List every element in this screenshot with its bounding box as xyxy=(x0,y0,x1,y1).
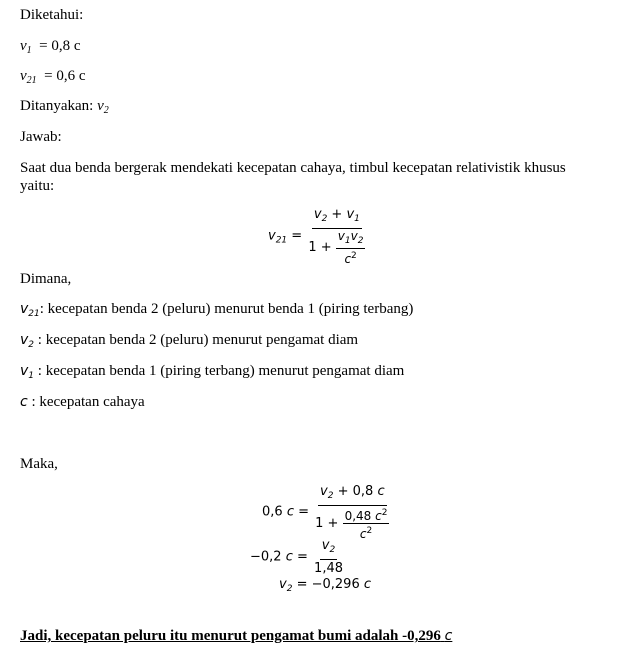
calc-lhs: 0,6 xyxy=(262,504,283,520)
v1-value: = 0,8 c xyxy=(39,38,81,54)
calc-den-val: 0,48 xyxy=(344,509,372,523)
formula-velocity-addition: $v_{21}$ = $v_2 + v_1$ 1 + $\frac{v_1v_2}{c^2}$ xyxy=(268,207,364,266)
calculation-step-1: 0,6 c = $v_2 + 0,8$ c 1 + $\frac{0,48 c^2}{c^2}$ xyxy=(262,484,388,541)
definition-v21: $v_{21}$: kecepatan benda 2 (peluru) menurut benda 1 (piring terbang) xyxy=(20,301,414,319)
calculation-result: $v_2 = -0,296$ c xyxy=(279,577,372,594)
definition-c-text: : kecepatan cahaya xyxy=(31,394,145,410)
definition-v2-text: : kecepatan benda 2 (peluru) menurut pengamat diam xyxy=(37,332,359,348)
definition-c: c : kecepatan cahaya xyxy=(20,394,145,410)
then-label: Maka, xyxy=(20,456,58,472)
definition-v1-text: : kecepatan benda 1 (piring terbang) menurut pengamat diam xyxy=(37,363,405,379)
answer-label: Jawab: xyxy=(20,129,62,145)
conclusion-text: Jadi, kecepatan peluru itu menurut pengamat bumi adalah -0,296 xyxy=(20,628,441,644)
calc-step2-den: 1,48 xyxy=(314,561,343,576)
given-v21: $v_{21} = 0,6$ c xyxy=(20,68,86,86)
calculation-step-2: −0,2 c = $\frac{v_2}{1,48}$ xyxy=(250,538,343,576)
asked-line: Ditanyakan: $v_2$ xyxy=(20,98,109,116)
definition-v2: $v_2$ : kecepatan benda 2 (peluru) menurut pengamat diam xyxy=(20,332,359,350)
calc-step2-lhs: −0,2 xyxy=(250,549,282,565)
definition-v21-text: : kecepatan benda 2 (peluru) menurut benda 1 (piring terbang) xyxy=(39,301,414,317)
calc-result: −0,296 xyxy=(311,577,360,592)
intro-line-1: Saat dua benda bergerak mendekati kecepatan cahaya, timbul kecepatan relativistik khusus xyxy=(20,160,566,176)
definition-v1: $v_1$ : kecepatan benda 1 (piring terbang) menurut pengamat diam xyxy=(20,363,405,381)
v21-value: = 0,6 c xyxy=(44,68,86,84)
conclusion: Jadi, kecepatan peluru itu menurut pengamat bumi adalah -0,296 c xyxy=(20,628,453,644)
calc-num-val: 0,8 xyxy=(352,484,374,499)
where-label: Dimana, xyxy=(20,271,72,287)
asked-label: Ditanyakan: xyxy=(20,98,94,114)
intro-line-2: yaitu: xyxy=(20,178,55,194)
given-v1: $v_1 = 0,8$ c xyxy=(20,38,81,56)
known-label: Diketahui: xyxy=(20,7,84,23)
